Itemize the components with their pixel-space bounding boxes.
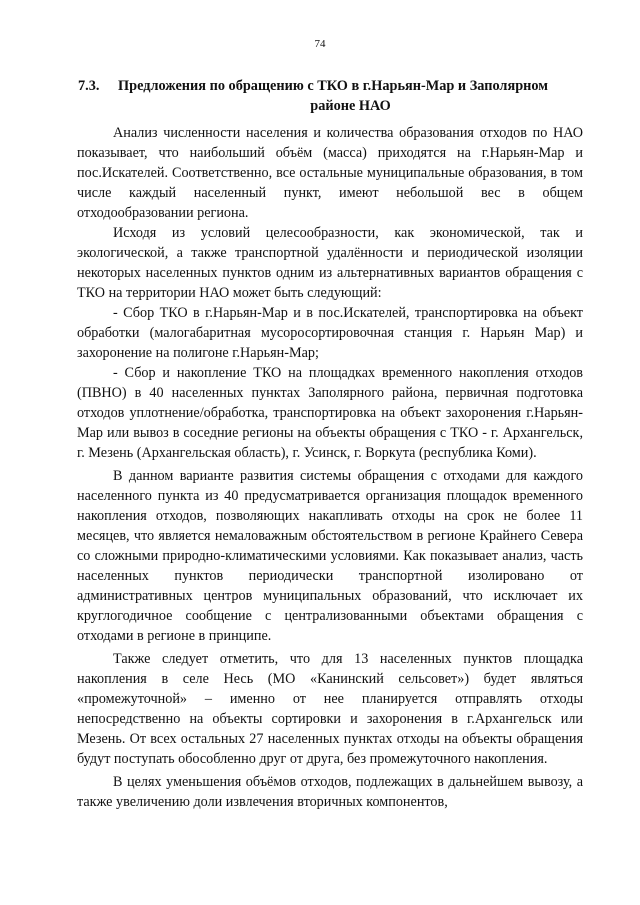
- paragraph-conditions: Исходя из условий целесообразности, как экономической, так и экологической, а также транспортной удалённости и периодической изоляции некоторых населенных пунктов одним из альтернативных вариантов обращения с ТКО на территории НАО может быть следующий:: [77, 225, 583, 301]
- section-heading: [78, 76, 583, 116]
- paragraph-reduction: В целях уменьшения объёмов отходов, подлежащих в дальнейшем вывозу, а также увеличению доли извлечения вторичных компонентов,: [77, 774, 583, 810]
- list-item-collection-pvno: - Сбор и накопление ТКО на площадках временного накопления отходов (ПВНО) в 40 населенных пунктах Заполярного района, первичная подготовка отходов уплотнение/обработка, транспортировка на объект захоронения г.Нарьян-Мар или вывоз в соседние регионы на объекты обращения с ТКО - г. Архангельск, г. Мезень (Архангельская область), г. Усинск, г. Воркута (республика Коми).: [77, 365, 583, 461]
- section-title-line1: Предложения по обращению с ТКО в г.Нарьян-Мар и Заполярном: [118, 78, 548, 94]
- page-number: 74: [314, 38, 326, 50]
- document-body: [77, 123, 583, 812]
- paragraph-nes: Также следует отметить, что для 13 населенных пунктов площадка накопления в селе Несь (МО «Канинский сельсовет») будет являться «промежуточной» – именно от нее планируется отправлять отходы непосредственно на объекты сортировки и захоронения в г.Архангельск или Мезень. От всех остальных 27 населенных пунктах отходы на объекты обращения будут поступать обособленно друг от друга, без промежуточного накопления.: [77, 651, 583, 767]
- paragraph-variant: В данном варианте развития системы обращения с отходами для каждого населенного пункта из 40 предусматривается организация площадок временного накопления отходов, позволяющих накапливать отходы на срок не более 11 месяцев, что является немаловажным обстоятельством в регионе Крайнего Севера со сложными природно-климатическими условиями. Как показывает анализ, часть населенных пунктов периодически транспортной изолировано от административных центров муниципальных образований, что исключает их круглогодичное сообщение с централизованными объектами обращения с отходами в регионе в принципе.: [77, 468, 583, 644]
- section-number: 7.3.: [78, 78, 100, 94]
- paragraph-analysis: Анализ численности населения и количества образования отходов по НАО показывает, что наибольший объём (масса) приходятся на г.Нарьян-Мар и пос.Искателей. Соответственно, все остальные муниципальные образования, в том числе каждый населенный пункт, имеют небольшой вес в общем отходообразовании региона.: [77, 125, 583, 221]
- list-item-collection-naryan-mar: - Сбор ТКО в г.Нарьян-Мар и в пос.Искателей, транспортировка на объект обработки (малогабаритная мусоросортировочная станция г. Нарьян Мар) и захоронение на полигоне г.Нарьян-Мар;: [77, 305, 583, 361]
- section-title-line2: районе НАО: [310, 98, 391, 114]
